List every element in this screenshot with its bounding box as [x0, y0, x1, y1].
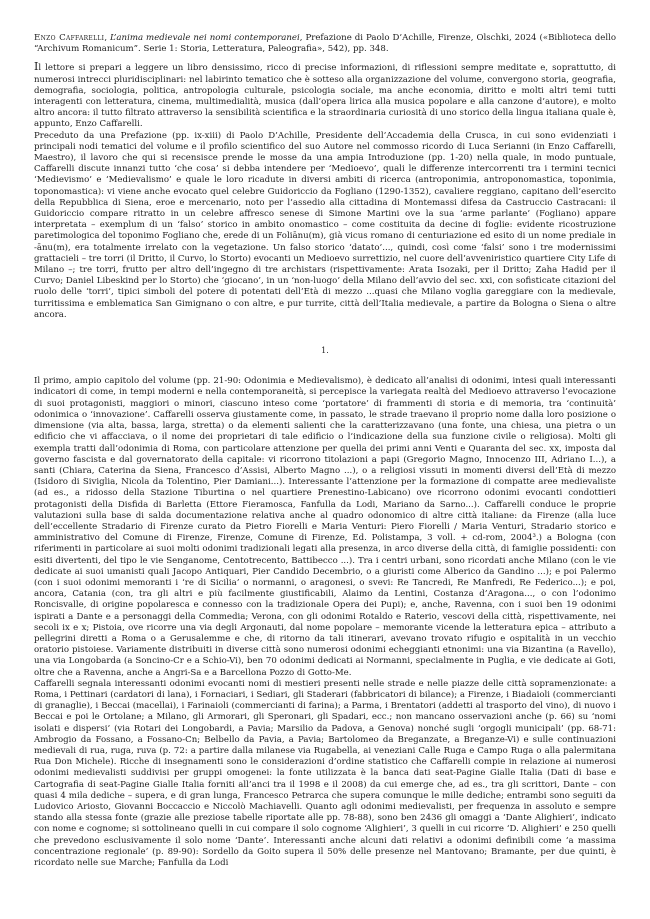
- intro-paragraph-1-text: l lettore si prepari a leggere un libro densissimo, ricco di precise informazioni, di riflessioni sempre meditate e, soprattutto, di numerosi intrecci pluridisciplinari: nel labirinto tematico che è sotteso alla organizzazione del volume, convergono storia, geografia, demografia, sociologia, politica, antropologia culturale, psicologia sociale, ma anche economia, diritto e molti altri temi tutti interagenti con letteratura, cinema, multimedialità, musica (dall’opera lirica alla musica popolare e alla canzone d’autore), e molto altro ancora: il tutto filtrato attraverso la sensibilità scientifica e la straordinaria curiosità di uno storico della lingua italiana quale è, appunto, Enzo Caffarelli.: [34, 63, 616, 130]
- body-paragraph-2: Caffarelli segnala interessanti odonimi evocanti nomi di mestieri presenti nelle strade e nelle piazze delle città sopramenzionate: a Roma, i Pettinari (cardatori di lana), i Fornaciari, i Sediari, gli Staderari (fabbricatori di bilance); a Firenze, i Biadaioli (commercianti di granaglie), i Beccai (macellai), i Farinaioli (commercianti di farina); a Parma, i Brentatori (addetti al trasporto del vino), di nuovo i Beccai e poi le Ortolane; a Milano, gli Armorari, gli Speronari, gli Spadari, ecc.; non mancano osservazioni anche (p. 66) su ‘nomi isolati e dispersi’ (via Rotari dei Longobardi, a Pavia; Marsilio da Padova, a Genova) nonché sugli ‘orgogli municipali’ (pp. 68-71: Ambrogio da Fossano, a Fossano-Cn; Belbello da Pavia, a Pavia; Bartolomeo da Breganzate, a Breganze-Vi) e sulle continuazioni medievali di rua, ruga, ruva (p. 72: a partire dalla milanese via Rugabella, ai veneziani Calle Ruga e Campo Ruga o alla palermitana Rua Don Michele). Ricche di insegnamenti sono le considerazioni d’ordine statistico che Caffarelli compie in relazione ai numerosi odonimi medievalisti suddivisi per gruppi omogenei: la fonte utilizzata è la banca dati seat-Pagine Gialle Italia (Dati di base e Cartografia di seat-Pagine Gialle Italia forniti all’anci tra il 1998 e il 2008) da cui emerge che, ad es., tra gli scrittori, Dante – con quasi 4 mila dediche – supera, e di gran lunga, Francesco Petrarca che supera comunque le mille dediche; entrambi sono seguiti da Ludovico Ariosto, Giovanni Boccaccio e Niccolò Machiavelli. Quanto agli odonimi medievalisti, per frequenza in assoluto e sempre stando alla stessa fonte (grazie alle preziose tabelle riportate alle pp. 78-88), sono ben 2436 gli omaggi a ‘Dante Alighieri’, indicato con nome e cognome; si sottolineano quelli in cui compare il solo cognome ‘Alighieri’, 3 quelli in cui ricorre ‘D. Alighieri’ e 250 quelli che prevedono esclusivamente il solo nome ‘Dante’. Interessanti anche alcuni dati relativi a odonimi definibili come ‘a massima concentrazione regionale’ (p. 89-90): Sordello da Goito supera il 50% delle presenze nel Mantovano; Bramante, per due quinti, è ricordato nelle sue Marche; Fanfulla da Lodi: [34, 678, 616, 869]
- intro-paragraph-2: Preceduto da una Prefazione (pp. ix-xiii) di Paolo D’Achille, Presidente dell’Accademia della Crusca, in cui sono evidenziati i principali nodi tematici del volume e il profilo scientifico del suo Autore nel commosso ricordo di Luca Serianni (in Enzo Caffarelli, Maestro), il lavoro che qui si recensisce prende le mosse da una ampia Introduzione (pp. 1-20) nella quale, in modo puntuale, Caffarelli discute innanzi tutto ‘che cosa’ si debba intendere per ‘Medioevo’, quali le differenze intercorrenti tra i termini tecnici ‘Medievismo’ e ‘Medievalismo’ e quale le loro ricadute in diversi ambiti di ricerca (antroponimia, antroponomastica, toponimia, toponomastica): vi viene anche evocato quel celebre Guidoriccio da Fogliano (1290-1352), cavaliere reggiano, capitano dell’esercito della Repubblica di Siena, eroe e mercenario, noto per l’assedio alla cittadina di Montemassi difesa da Castruccio Castracani: il Guidoriccio compare ritratto in un celebre affresco senese di Simone Martini ove la sua ‘arme parlante’ (Fogliano) appare interpretata – exemplum di un ‘falso’ storico in ambito onomastico – come costituita da decine di foglie: evidente ricostruzione paretimologica del toponimo Fogliano che, erede di un Foliānu(m), già vicus romano di centuriazione ed esito di un nome prediale in -ānu(m), era totalmente irrelato con la vegetazione. Un falso storico ‘datato’..., quindi, così come ‘falsi’ sono i tre modernissimi grattacieli – tre torri (il Dritto, il Curvo, lo Storto) evocanti un Medioevo surrettizio, nel cuore dell’avveniristico quartiere City Life di Milano –; tre torri, frutto per altro dell’ingegno di tre archistars (rispettivamente: Arata Isozaki, per il Dritto; Zaha Hadid per il Curvo; Daniel Libeskind per lo Storto) che ‘giocano’, in un ‘non-luogo’ della Milano dell’avvio del sec. xxi, con sofisticate citazioni del ruolo delle ‘torri’, tipici simboli del potere di potentati dell’Età di mezzo ...quasi che Milano voglia gareggiare con la medievale, turritissima e emblematica San Gimignano o con altre, e pur turrite, città dell’Italia medievale, a partire da Bologna o Siena o altre ancora.: [34, 130, 616, 320]
- intro-initial: I: [34, 60, 39, 74]
- header-author: Enzo Caffarelli: [34, 33, 105, 43]
- section-number: 1.: [321, 346, 329, 356]
- body-paragraph-1: Il primo, ampio capitolo del volume (pp. 21-90: Odonimia e Medievalismo), è dedicato all’analisi di odonimi, intesi quali interessanti indicatori di come, in tempi moderni e nella contemporaneità, si percepisce la variegata realtà del Medioevo attraverso l’evocazione di suoi protagonisti, maggiori o minori, ciascuno inteso come ‘portatore’ di frammenti di storia e di memoria, tra ‘continuità’ odonimica o ‘innovazione’. Caffarelli osserva giustamente come, in passato, le strade traevano il proprio nome dalla loro posizione o dimensione (via alta, bassa, larga, stretta) o da elementi salienti che la caratterizzavano (una fonte, una chiesa, una pietra o un edificio che vi affacciava, o il nome dei proprietari di tale edificio o l’indicazione della sua funzione civile o religiosa). Molti gli exempla tratti dall’odonimia di Roma, con particolare attenzione per quella dei primi anni Venti e Quaranta del sec. xx, imposta dal governo fascista e dal governatorato della capitale: vi ricorrono titolazioni a papi (Gregorio Magno, Innocenzo III, Adriano I...), a santi (Chiara, Caterina da Siena, Francesco d’Assisi, Alberto Magno ...), o a religiosi vissuti in momenti diversi dell’Età di mezzo (Isidoro di Siviglia, Nicola da Tolentino, Pier Damiani...). Interessante l’attenzione per la formazione di compatte aree medievaliste (ad es., a ridosso della Stazione Tiburtina o nel quartiere Prenestino-Labicano) ove ricorrono odonimi evocanti condottieri protagonisti della Disfida di Barletta (Ettore Fieramosca, Fanfulla da Lodi, Mariano da Sarno...). Caffarelli conduce le proprie valutazioni sulla base di salda documentazione relativa anche al quadro odonomico di altre città italiane: da Firenze (alla luce dell’eccellente Stradario di Firenze curato da Pietro Fiorelli e Maria Venturi: Piero Fiorelli / Maria Venturi, Stradario storico e amministrativo del Comune di Firenze, Firenze, Comune di Firenze, Ed. Polistampa, 3 voll. + cd-rom, 2004³.) a Bologna (con riferimenti in particolare ai suoi molti odonimi tradizionali legati alla presenza, in arco diverse della città, di famiglie possidenti: con esiti divertenti, del tipo le vie Senganome, Centotrecento, Battibecco ...). Tra i centri urbani, sono ricordati anche Milano (con le vie dedicate ai suoi umanisti quali Jacopo Antiquari, Pier Candido Decembrio, o a giuristi come Alberico da Gandino ...); e poi Palermo (con i suoi odonimi memoranti i ‘re di Sicilia’ o normanni, o aragonesi, o svevi: Re Tancredi, Re Manfredi, Re Federico...); e poi, ancora, Catania (con, tra gli altri e più facilmente giustificabili, Alaimo da Lentini, Costanza d’Aragona..., o con l’odonimo Roncisvalle, di origine popolaresca e connesso con la tradizionale Opera dei Pupi); e, anche, Ravenna, con i suoi ben 19 odonimi ispirati a Dante e a personaggi della Commedia; Verona, con gli odonimi Rotaldo e Raterio, vescovi della città, rispettivamente, nei secoli ix e x; Pistoia, ove ricorre una via degli Argonauti, dal nome popolare – memorante vicende la letteratura epica – attributo a pellegrini diretti a Roma o a Gerusalemme e che, di ritorno da tali itinerari, avevano trovato rifugio e ospitalità in un vecchio oratorio pistoiese. Variamente distribuiti in diverse città sono numerosi odonimi echeggianti etnonimi: una via Bizantina (a Ravello), una via Longobarda (a Soncino-Cr e a Schio-Vi), ben 70 odonimi dedicati ai Normanni, specialmente in Puglia, e vie dedicate ai Goti, oltre che a Ravenna, anche a Angri-Sa e a Barcellona Pozzo di Gotto-Me.: [34, 376, 616, 678]
- review-header: Enzo Caffarelli, L’anima medievale nei nomi contemporanei, Prefazione di Paolo D’Achille, Firenze, Olschki, 2024 («Biblioteca dello “Archivum Romanicum”. Serie 1: Storia, Letteratura, Paleografia», 542), pp. 348.: [34, 33, 616, 55]
- header-details: , Prefazione di Paolo D’Achille, Firenze, Olschki, 2024 («Biblioteca dello “Archivum Romanicum”. Serie 1: Storia, Letteratura, Paleografia», 542), pp. 348.: [34, 33, 616, 55]
- header-title: L’anima medievale nei nomi contemporanei: [110, 33, 300, 43]
- chapter-body: [34, 376, 616, 869]
- intro-paragraph-1: [34, 61, 616, 130]
